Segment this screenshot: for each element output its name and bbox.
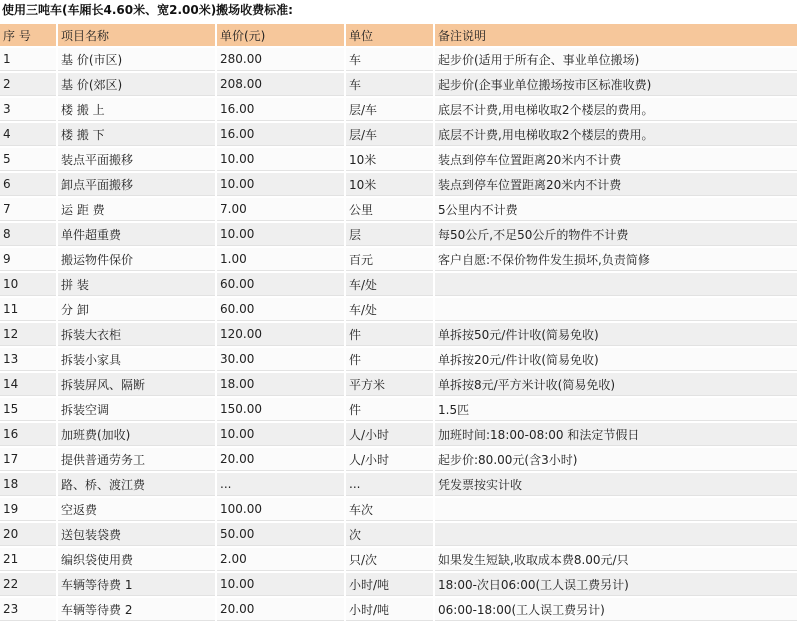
cell-item-name: 楼 搬 上 xyxy=(58,98,215,121)
cell-unit: 百元 xyxy=(346,248,433,271)
cell-unit-price: 60.00 xyxy=(217,273,344,296)
cell-index: 17 xyxy=(0,448,56,471)
cell-remarks xyxy=(435,498,797,521)
cell-unit: 层/车 xyxy=(346,98,433,121)
cell-item-name: 拆装大衣柜 xyxy=(58,323,215,346)
cell-item-name: 车辆等待费 1 xyxy=(58,573,215,596)
table-row xyxy=(0,173,797,196)
cell-item-name: 卸点平面搬移 xyxy=(58,173,215,196)
cell-unit: 件 xyxy=(346,323,433,346)
table-row xyxy=(0,223,797,246)
header-remarks: 备注说明 xyxy=(435,24,797,46)
table-row xyxy=(0,323,797,346)
cell-remarks: 起步价(企事业单位搬场按市区标准收费) xyxy=(435,73,797,96)
table-row xyxy=(0,523,797,546)
cell-item-name: 搬运物件保价 xyxy=(58,248,215,271)
header-row xyxy=(0,24,797,46)
cell-unit: 人/小时 xyxy=(346,423,433,446)
cell-unit: ... xyxy=(346,473,433,496)
cell-unit-price: 20.00 xyxy=(217,448,344,471)
cell-remarks: 加班时间:18:00-08:00 和法定节假日 xyxy=(435,423,797,446)
table-body xyxy=(0,48,797,621)
cell-item-name: 基 价(市区) xyxy=(58,48,215,71)
table-row xyxy=(0,348,797,371)
table-row xyxy=(0,548,797,571)
table-row xyxy=(0,573,797,596)
cell-remarks: 底层不计费,用电梯收取2个楼层的费用。 xyxy=(435,123,797,146)
cell-unit: 车 xyxy=(346,48,433,71)
cell-unit-price: 60.00 xyxy=(217,298,344,321)
cell-unit: 件 xyxy=(346,348,433,371)
cell-index: 10 xyxy=(0,273,56,296)
cell-unit: 10米 xyxy=(346,173,433,196)
cell-item-name: 送包装袋费 xyxy=(58,523,215,546)
cell-index: 23 xyxy=(0,598,56,621)
cell-index: 11 xyxy=(0,298,56,321)
table-row xyxy=(0,123,797,146)
header-item-name: 项目名称 xyxy=(58,24,215,46)
cell-item-name: 运 距 费 xyxy=(58,198,215,221)
cell-index: 7 xyxy=(0,198,56,221)
cell-item-name: 拼 装 xyxy=(58,273,215,296)
table-row xyxy=(0,498,797,521)
cell-index: 18 xyxy=(0,473,56,496)
table-row xyxy=(0,398,797,421)
cell-remarks: 每50公斤,不足50公斤的物件不计费 xyxy=(435,223,797,246)
cell-unit-price: 20.00 xyxy=(217,598,344,621)
cell-remarks: 06:00-18:00(工人误工费另计) xyxy=(435,598,797,621)
cell-unit-price: 30.00 xyxy=(217,348,344,371)
cell-unit: 层/车 xyxy=(346,123,433,146)
cell-unit-price: 10.00 xyxy=(217,148,344,171)
cell-remarks: 如果发生短缺,收取成本费8.00元/只 xyxy=(435,548,797,571)
table-row xyxy=(0,373,797,396)
cell-index: 4 xyxy=(0,123,56,146)
table-row xyxy=(0,198,797,221)
cell-unit: 公里 xyxy=(346,198,433,221)
table-row xyxy=(0,448,797,471)
cell-index: 12 xyxy=(0,323,56,346)
cell-unit-price: 10.00 xyxy=(217,573,344,596)
cell-unit-price: ... xyxy=(217,473,344,496)
table-row xyxy=(0,48,797,71)
cell-index: 3 xyxy=(0,98,56,121)
cell-unit-price: 150.00 xyxy=(217,398,344,421)
table-row xyxy=(0,423,797,446)
cell-index: 8 xyxy=(0,223,56,246)
cell-unit-price: 10.00 xyxy=(217,173,344,196)
cell-unit-price: 16.00 xyxy=(217,98,344,121)
cell-unit: 平方米 xyxy=(346,373,433,396)
cell-remarks xyxy=(435,523,797,546)
cell-unit: 小时/吨 xyxy=(346,598,433,621)
cell-unit: 车/处 xyxy=(346,273,433,296)
cell-index: 5 xyxy=(0,148,56,171)
cell-remarks: 装点到停车位置距离20米内不计费 xyxy=(435,148,797,171)
cell-remarks: 单拆按20元/件计收(简易免收) xyxy=(435,348,797,371)
cell-unit-price: 7.00 xyxy=(217,198,344,221)
table-row xyxy=(0,248,797,271)
cell-remarks: 底层不计费,用电梯收取2个楼层的费用。 xyxy=(435,98,797,121)
cell-unit-price: 16.00 xyxy=(217,123,344,146)
cell-index: 21 xyxy=(0,548,56,571)
cell-unit-price: 208.00 xyxy=(217,73,344,96)
cell-index: 14 xyxy=(0,373,56,396)
page-title: 使用三吨车(车厢长4.60米、宽2.00米)搬场收费标准: xyxy=(2,3,293,17)
cell-item-name: 拆装屏风、隔断 xyxy=(58,373,215,396)
cell-index: 13 xyxy=(0,348,56,371)
table-row xyxy=(0,273,797,296)
cell-remarks: 单拆按8元/平方米计收(简易免收) xyxy=(435,373,797,396)
header-unit-price: 单价(元) xyxy=(217,24,344,46)
cell-remarks: 起步价(适用于所有企、事业单位搬场) xyxy=(435,48,797,71)
cell-remarks: 18:00-次日06:00(工人误工费另计) xyxy=(435,573,797,596)
cell-remarks: 装点到停车位置距离20米内不计费 xyxy=(435,173,797,196)
cell-index: 16 xyxy=(0,423,56,446)
table-header xyxy=(0,24,797,46)
cell-index: 1 xyxy=(0,48,56,71)
header-unit: 单位 xyxy=(346,24,433,46)
cell-item-name: 车辆等待费 2 xyxy=(58,598,215,621)
cell-index: 2 xyxy=(0,73,56,96)
cell-item-name: 路、桥、渡江费 xyxy=(58,473,215,496)
table-row xyxy=(0,473,797,496)
cell-unit: 层 xyxy=(346,223,433,246)
table-row xyxy=(0,148,797,171)
cell-index: 19 xyxy=(0,498,56,521)
rate-table xyxy=(0,22,797,623)
cell-index: 22 xyxy=(0,573,56,596)
cell-item-name: 楼 搬 下 xyxy=(58,123,215,146)
cell-remarks: 凭发票按实计收 xyxy=(435,473,797,496)
cell-item-name: 拆装空调 xyxy=(58,398,215,421)
cell-unit: 车 xyxy=(346,73,433,96)
cell-item-name: 基 价(郊区) xyxy=(58,73,215,96)
cell-unit: 小时/吨 xyxy=(346,573,433,596)
cell-remarks: 起步价:80.00元(含3小时) xyxy=(435,448,797,471)
cell-unit: 车/处 xyxy=(346,298,433,321)
cell-remarks: 5公里内不计费 xyxy=(435,198,797,221)
cell-item-name: 空返费 xyxy=(58,498,215,521)
cell-remarks: 单拆按50元/件计收(简易免收) xyxy=(435,323,797,346)
cell-unit-price: 100.00 xyxy=(217,498,344,521)
cell-unit-price: 280.00 xyxy=(217,48,344,71)
cell-unit-price: 120.00 xyxy=(217,323,344,346)
table-row xyxy=(0,73,797,96)
cell-unit: 人/小时 xyxy=(346,448,433,471)
cell-unit: 只/次 xyxy=(346,548,433,571)
table-row xyxy=(0,98,797,121)
cell-unit: 次 xyxy=(346,523,433,546)
cell-unit-price: 10.00 xyxy=(217,223,344,246)
cell-index: 6 xyxy=(0,173,56,196)
cell-remarks xyxy=(435,273,797,296)
cell-item-name: 分 卸 xyxy=(58,298,215,321)
cell-unit-price: 2.00 xyxy=(217,548,344,571)
cell-remarks: 客户自愿:不保价物件发生损坏,负责简修 xyxy=(435,248,797,271)
cell-item-name: 装点平面搬移 xyxy=(58,148,215,171)
cell-remarks: 1.5匹 xyxy=(435,398,797,421)
cell-item-name: 加班费(加收) xyxy=(58,423,215,446)
cell-unit: 件 xyxy=(346,398,433,421)
cell-item-name: 提供普通劳务工 xyxy=(58,448,215,471)
table-row xyxy=(0,298,797,321)
cell-index: 20 xyxy=(0,523,56,546)
header-index: 序 号 xyxy=(0,24,56,46)
cell-index: 15 xyxy=(0,398,56,421)
cell-item-name: 单件超重费 xyxy=(58,223,215,246)
cell-unit-price: 10.00 xyxy=(217,423,344,446)
cell-item-name: 编织袋使用费 xyxy=(58,548,215,571)
cell-unit-price: 18.00 xyxy=(217,373,344,396)
table-row xyxy=(0,598,797,621)
cell-unit-price: 1.00 xyxy=(217,248,344,271)
cell-remarks xyxy=(435,298,797,321)
cell-index: 9 xyxy=(0,248,56,271)
cell-unit: 车次 xyxy=(346,498,433,521)
cell-unit: 10米 xyxy=(346,148,433,171)
cell-unit-price: 50.00 xyxy=(217,523,344,546)
cell-item-name: 拆装小家具 xyxy=(58,348,215,371)
